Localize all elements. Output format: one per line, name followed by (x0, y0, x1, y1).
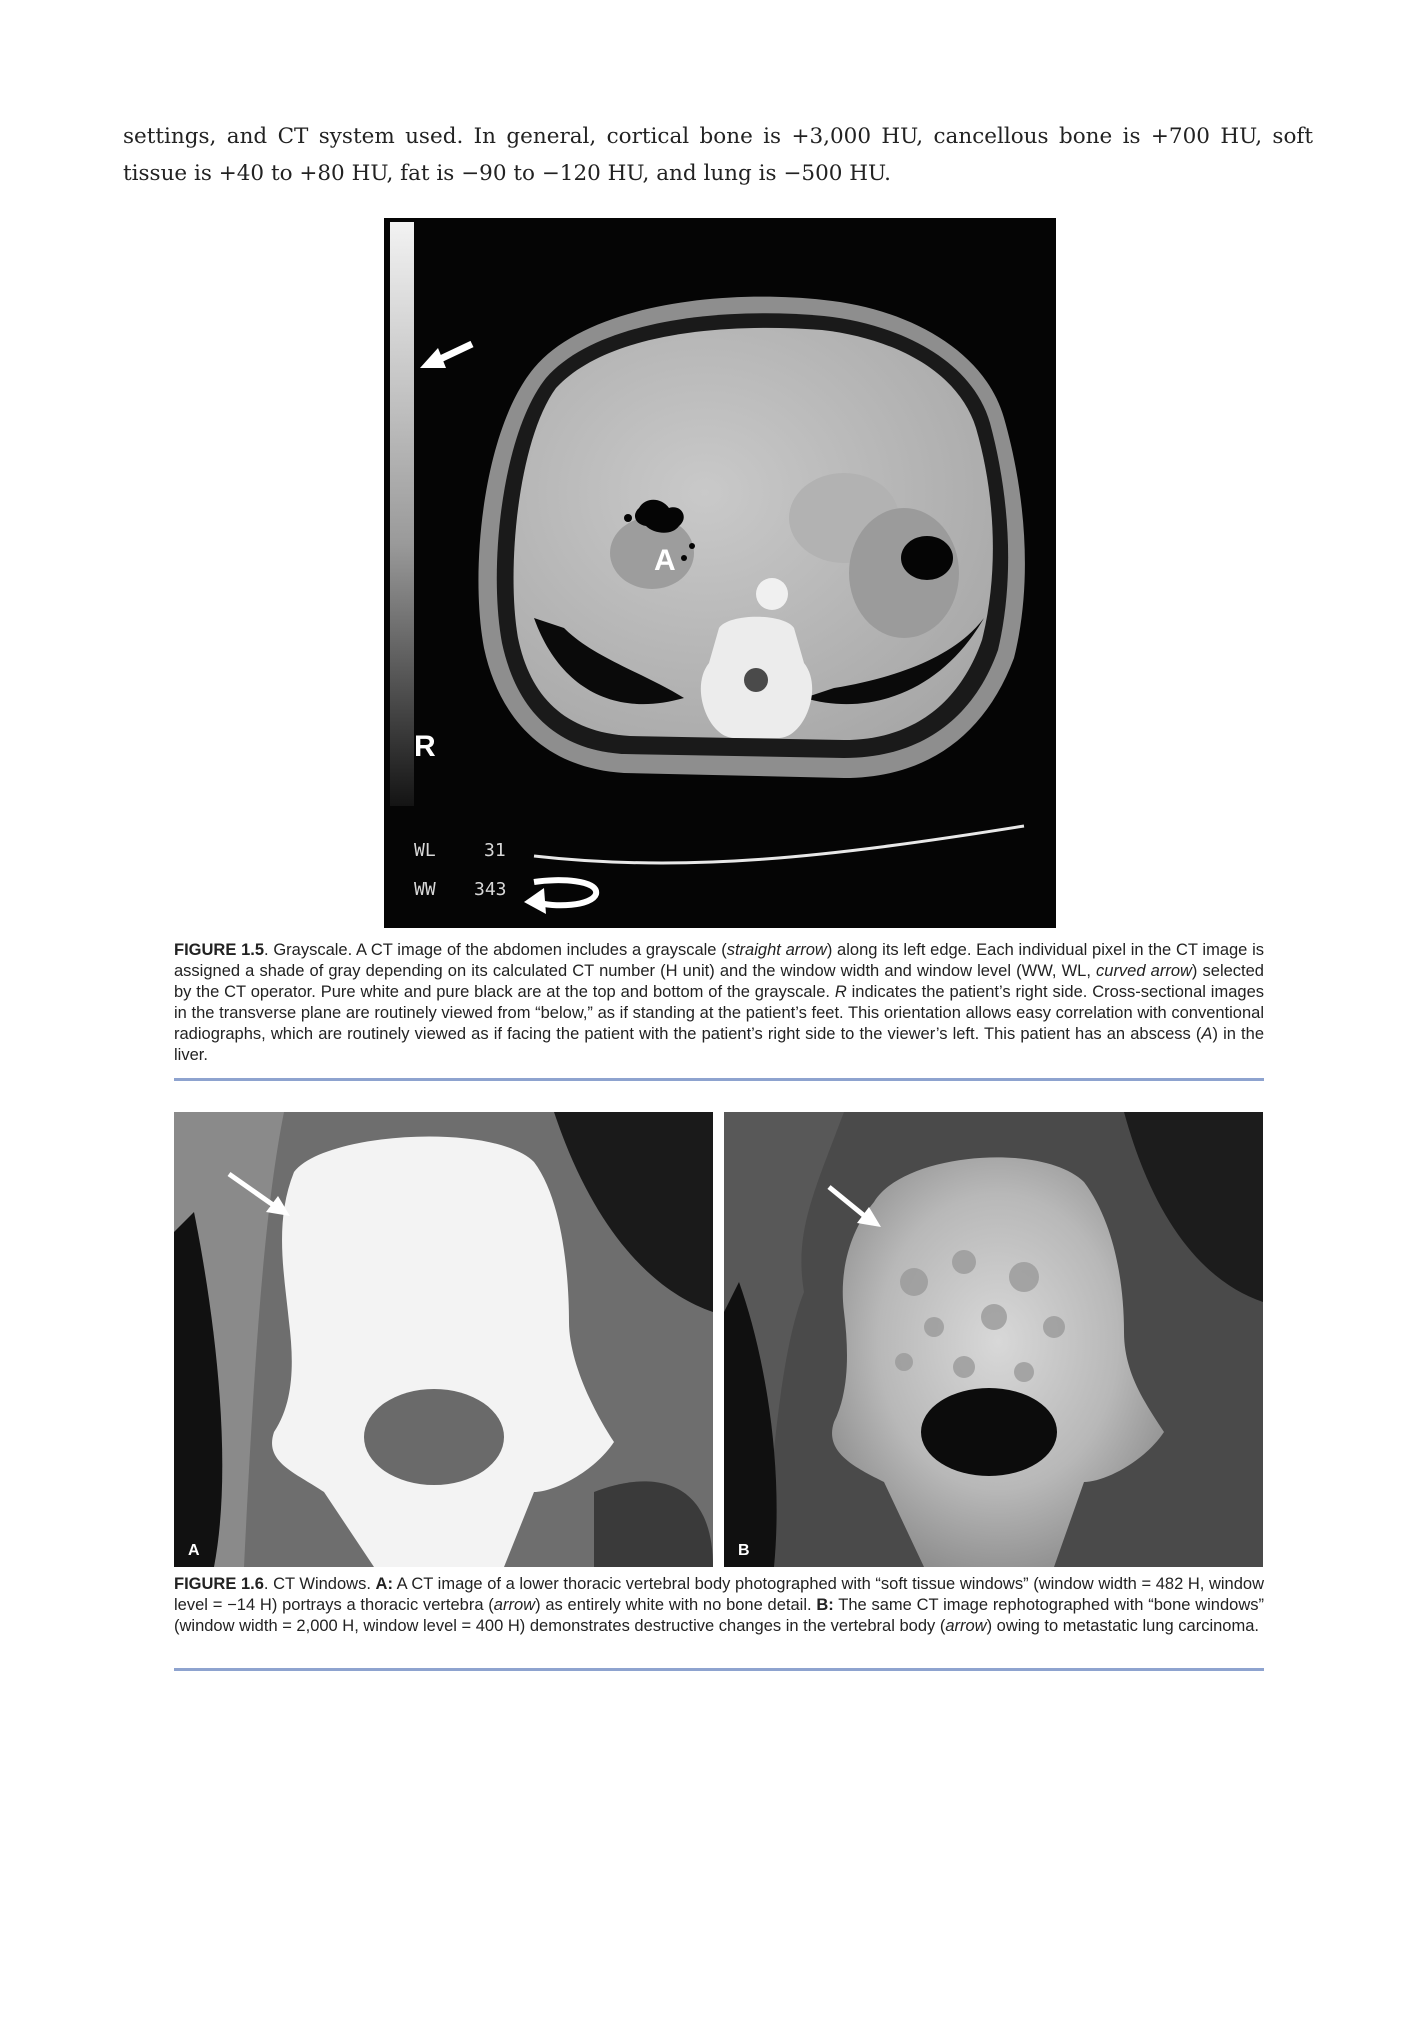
caption-italic: A (1201, 1025, 1213, 1043)
caption-italic: arrow (945, 1617, 987, 1635)
figure-1-6-caption (174, 1574, 1264, 1637)
ct-abdomen-svg (384, 218, 1056, 928)
caption-text: ) selected by the CT operator. Pure white and pure black are at the top and bottom of the grayscale. (174, 962, 1264, 1001)
caption-italic: straight arrow (726, 941, 827, 959)
figure-1-5-ct-image (384, 218, 1056, 928)
wl-value: 31 (484, 840, 506, 861)
panel-b-label: B (738, 1542, 750, 1559)
figure-1-6-panel-b (724, 1112, 1263, 1567)
figure-1-5-caption (174, 940, 1264, 1066)
caption-text: The same CT image rephotographed with “bone windows” (window width = 2,000 H, window level = 400 H) demonstrates destructive changes in the vertebral body ( (174, 1596, 1264, 1635)
abdomen-cross-section (478, 297, 1024, 778)
caption-text: . CT Windows. (263, 1575, 376, 1593)
figure-1-6-divider (174, 1668, 1264, 1671)
wl-label: WL (414, 840, 436, 861)
ww-value: 343 (474, 879, 507, 900)
caption-text: ) along its left edge. Each individual pixel in the CT image is assigned a shade of gray depending on its calculated CT number (H unit) and the window width and window level (WW, WL, (174, 941, 1264, 980)
right-side-label: R (414, 730, 436, 763)
grayscale-bar (390, 222, 414, 806)
ct-bone-window-svg (724, 1112, 1263, 1567)
figure-1-5-divider (174, 1078, 1264, 1081)
caption-italic: R (834, 983, 847, 1001)
figure-1-6-panel-a (174, 1112, 713, 1567)
caption-bold: A: (375, 1575, 393, 1593)
body-paragraph: settings, and CT system used. In general, cortical bone is +3,000 HU, cancellous bone is +700 HU, soft tissue is +40 to +80 HU, fat is −90 to −120 HU, and lung is −500 HU. (123, 124, 1313, 186)
figure-1-6-label: FIGURE 1.6 (174, 1575, 264, 1593)
caption-text: A CT image of a lower thoracic vertebral body photographed with “soft tissue windows” (window width = 482 H, window level = −14 H) portrays a thoracic vertebra ( (174, 1575, 1264, 1614)
caption-text: . Grayscale. A CT image of the abdomen includes a grayscale ( (264, 941, 727, 959)
panel-a-label: A (188, 1542, 200, 1559)
abscess-label: A (654, 544, 676, 577)
figure-1-5-label: FIGURE 1.5 (174, 941, 265, 959)
ww-label: WW (414, 879, 436, 900)
ct-soft-tissue-window-svg (174, 1112, 713, 1567)
caption-italic: arrow (493, 1596, 536, 1614)
caption-text: indicates the patient’s right side. Cross-sectional images in the transverse plane are routinely viewed from “below,” as if standing at the patient’s feet. This orientation allows easy correlation with conventional radiographs, which are routinely viewed as if facing the patient with the patient’s right side to the viewer’s left. This patient has an abscess ( (174, 983, 1264, 1043)
caption-text: ) in the liver. (174, 1025, 1264, 1064)
caption-text: ) owing to metastatic lung carcinoma. (986, 1617, 1259, 1635)
caption-bold: B: (816, 1596, 834, 1614)
caption-italic: curved arrow (1096, 962, 1192, 980)
caption-text: ) as entirely white with no bone detail. (535, 1596, 817, 1614)
